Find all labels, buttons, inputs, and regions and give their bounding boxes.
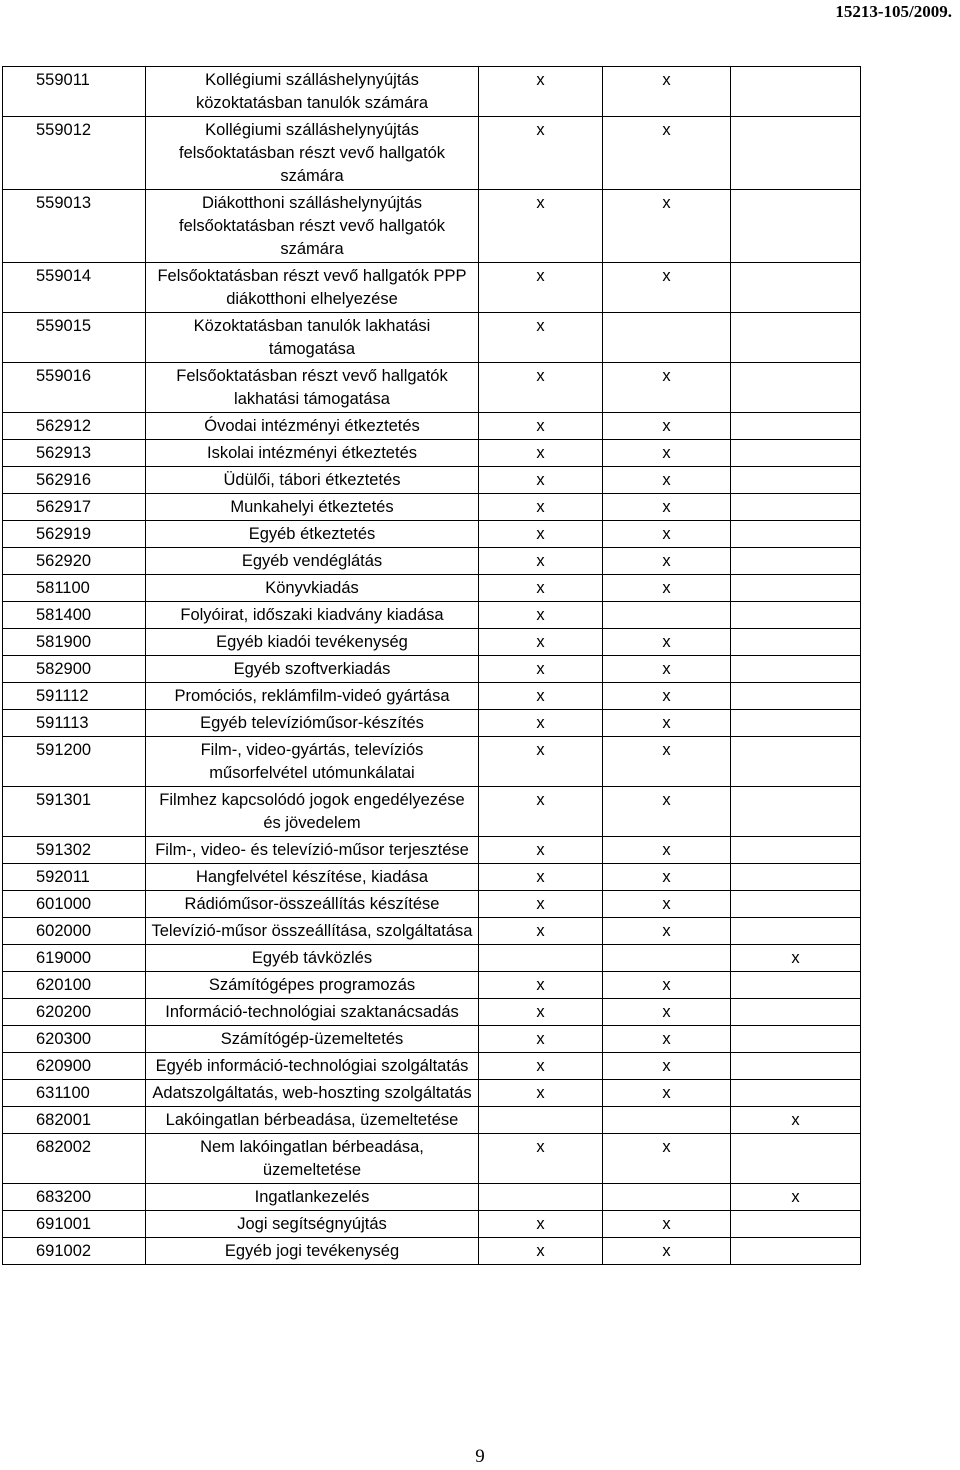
mark-cell-1: x: [479, 602, 603, 629]
activity-name-cell: Lakóingatlan bérbeadása, üzemeltetése: [146, 1107, 479, 1134]
mark-cell-2: x: [603, 1080, 731, 1107]
mark-cell-2: x: [603, 1026, 731, 1053]
table-row: [3, 263, 861, 313]
activity-name-cell: Óvodai intézményi étkeztetés: [146, 413, 479, 440]
activity-code-cell: 559016: [3, 363, 146, 413]
mark-cell-3: [731, 837, 861, 864]
activity-name-cell: Film-, video-gyártás, televíziós műsorfelvétel utómunkálatai: [146, 737, 479, 787]
mark-cell-1: x: [479, 575, 603, 602]
mark-cell-3: [731, 710, 861, 737]
mark-cell-2: x: [603, 891, 731, 918]
activity-name-cell: Kollégiumi szálláshelynyújtás közoktatásban tanulók számára: [146, 67, 479, 117]
activity-code-cell: 620900: [3, 1053, 146, 1080]
mark-cell-2: x: [603, 575, 731, 602]
activity-code-cell: 562913: [3, 440, 146, 467]
activity-name-cell: Munkahelyi étkeztetés: [146, 494, 479, 521]
mark-cell-1: x: [479, 683, 603, 710]
mark-cell-2: x: [603, 494, 731, 521]
activity-code-cell: 562920: [3, 548, 146, 575]
activity-code-cell: 559012: [3, 117, 146, 190]
mark-cell-3: [731, 737, 861, 787]
activity-code-cell: 591302: [3, 837, 146, 864]
activity-code-cell: 581900: [3, 629, 146, 656]
mark-cell-1: x: [479, 190, 603, 263]
mark-cell-1: x: [479, 837, 603, 864]
mark-cell-3: [731, 1134, 861, 1184]
table-row: [3, 67, 861, 117]
activity-name-cell: Ingatlankezelés: [146, 1184, 479, 1211]
mark-cell-3: [731, 440, 861, 467]
mark-cell-3: x: [731, 945, 861, 972]
mark-cell-1: x: [479, 737, 603, 787]
activity-code-cell: 562919: [3, 521, 146, 548]
mark-cell-2: x: [603, 413, 731, 440]
mark-cell-2: x: [603, 656, 731, 683]
mark-cell-2: x: [603, 837, 731, 864]
mark-cell-2: [603, 313, 731, 363]
activity-code-cell: 620200: [3, 999, 146, 1026]
activity-name-cell: Egyéb televízióműsor-készítés: [146, 710, 479, 737]
mark-cell-1: x: [479, 117, 603, 190]
mark-cell-3: [731, 494, 861, 521]
mark-cell-2: x: [603, 1238, 731, 1265]
mark-cell-2: x: [603, 972, 731, 999]
mark-cell-3: [731, 467, 861, 494]
table-row: [3, 494, 861, 521]
table-row: [3, 467, 861, 494]
table-row: [3, 683, 861, 710]
activity-code-cell: 601000: [3, 891, 146, 918]
mark-cell-1: x: [479, 710, 603, 737]
activity-name-cell: Egyéb távközlés: [146, 945, 479, 972]
mark-cell-1: x: [479, 67, 603, 117]
mark-cell-3: [731, 683, 861, 710]
mark-cell-2: x: [603, 737, 731, 787]
mark-cell-3: [731, 1211, 861, 1238]
activity-table-body: [3, 67, 861, 1265]
mark-cell-1: x: [479, 1080, 603, 1107]
mark-cell-3: [731, 548, 861, 575]
mark-cell-3: [731, 190, 861, 263]
table-row: [3, 1211, 861, 1238]
table-row: [3, 864, 861, 891]
activity-name-cell: Hangfelvétel készítése, kiadása: [146, 864, 479, 891]
activity-name-cell: Egyéb információ-technológiai szolgáltatás: [146, 1053, 479, 1080]
mark-cell-2: x: [603, 190, 731, 263]
mark-cell-1: x: [479, 263, 603, 313]
mark-cell-2: x: [603, 918, 731, 945]
mark-cell-2: x: [603, 1211, 731, 1238]
activity-name-cell: Felsőoktatásban részt vevő hallgatók lakhatási támogatása: [146, 363, 479, 413]
activity-name-cell: Adatszolgáltatás, web-hoszting szolgáltatás: [146, 1080, 479, 1107]
table-row: [3, 575, 861, 602]
mark-cell-1: x: [479, 864, 603, 891]
table-row: [3, 548, 861, 575]
mark-cell-1: x: [479, 548, 603, 575]
activity-name-cell: Jogi segítségnyújtás: [146, 1211, 479, 1238]
activity-name-cell: Iskolai intézményi étkeztetés: [146, 440, 479, 467]
mark-cell-3: [731, 413, 861, 440]
table-row: [3, 945, 861, 972]
activity-name-cell: Promóciós, reklámfilm-videó gyártása: [146, 683, 479, 710]
mark-cell-1: x: [479, 313, 603, 363]
activity-code-cell: 591113: [3, 710, 146, 737]
mark-cell-3: [731, 656, 861, 683]
activity-name-cell: Számítógép-üzemeltetés: [146, 1026, 479, 1053]
activity-name-cell: Nem lakóingatlan bérbeadása, üzemeltetése: [146, 1134, 479, 1184]
activity-code-cell: 619000: [3, 945, 146, 972]
activity-name-cell: Diákotthoni szálláshelynyújtás felsőoktatásban részt vevő hallgatók számára: [146, 190, 479, 263]
mark-cell-1: x: [479, 1053, 603, 1080]
mark-cell-1: [479, 945, 603, 972]
mark-cell-1: [479, 1107, 603, 1134]
mark-cell-1: x: [479, 440, 603, 467]
activity-code-cell: 602000: [3, 918, 146, 945]
mark-cell-2: x: [603, 263, 731, 313]
table-row: [3, 972, 861, 999]
mark-cell-3: [731, 972, 861, 999]
table-row: [3, 602, 861, 629]
mark-cell-2: x: [603, 787, 731, 837]
mark-cell-2: x: [603, 864, 731, 891]
mark-cell-2: x: [603, 1134, 731, 1184]
activity-name-cell: Egyéb szoftverkiadás: [146, 656, 479, 683]
mark-cell-3: [731, 67, 861, 117]
page-number: 9: [475, 1446, 485, 1467]
activity-code-cell: 682002: [3, 1134, 146, 1184]
activity-name-cell: Információ-technológiai szaktanácsadás: [146, 999, 479, 1026]
activity-code-cell: 591301: [3, 787, 146, 837]
mark-cell-2: x: [603, 548, 731, 575]
table-row: [3, 737, 861, 787]
activity-name-cell: Felsőoktatásban részt vevő hallgatók PPP diákotthoni elhelyezése: [146, 263, 479, 313]
table-row: [3, 1080, 861, 1107]
activity-name-cell: Rádióműsor-összeállítás készítése: [146, 891, 479, 918]
activity-code-cell: 559015: [3, 313, 146, 363]
activity-code-cell: 691002: [3, 1238, 146, 1265]
table-row: [3, 1184, 861, 1211]
activity-code-cell: 591200: [3, 737, 146, 787]
table-row: [3, 1026, 861, 1053]
mark-cell-1: x: [479, 1026, 603, 1053]
mark-cell-2: x: [603, 629, 731, 656]
activity-name-cell: Kollégiumi szálláshelynyújtás felsőoktatásban részt vevő hallgatók számára: [146, 117, 479, 190]
activity-name-cell: Üdülői, tábori étkeztetés: [146, 467, 479, 494]
table-row: [3, 710, 861, 737]
activity-code-cell: 559014: [3, 263, 146, 313]
activity-code-cell: 562917: [3, 494, 146, 521]
activity-name-cell: Egyéb vendéglátás: [146, 548, 479, 575]
mark-cell-3: [731, 521, 861, 548]
activity-name-cell: Közoktatásban tanulók lakhatási támogatása: [146, 313, 479, 363]
mark-cell-1: x: [479, 413, 603, 440]
activity-name-cell: Film-, video- és televízió-műsor terjesztése: [146, 837, 479, 864]
activity-name-cell: Filmhez kapcsolódó jogok engedélyezése és jövedelem: [146, 787, 479, 837]
mark-cell-2: x: [603, 999, 731, 1026]
mark-cell-1: x: [479, 521, 603, 548]
mark-cell-1: x: [479, 494, 603, 521]
table-row: [3, 629, 861, 656]
table-row: [3, 363, 861, 413]
mark-cell-2: x: [603, 683, 731, 710]
mark-cell-3: [731, 313, 861, 363]
activity-name-cell: Számítógépes programozás: [146, 972, 479, 999]
mark-cell-3: [731, 263, 861, 313]
activity-name-cell: Egyéb étkeztetés: [146, 521, 479, 548]
document-id: 15213-105/2009.: [835, 2, 952, 21]
mark-cell-3: [731, 629, 861, 656]
mark-cell-1: x: [479, 656, 603, 683]
table-row: [3, 918, 861, 945]
mark-cell-2: x: [603, 117, 731, 190]
mark-cell-1: [479, 1184, 603, 1211]
mark-cell-3: [731, 602, 861, 629]
activity-code-cell: 683200: [3, 1184, 146, 1211]
mark-cell-2: [603, 602, 731, 629]
mark-cell-3: [731, 117, 861, 190]
table-row: [3, 999, 861, 1026]
mark-cell-3: [731, 363, 861, 413]
activity-name-cell: Folyóirat, időszaki kiadvány kiadása: [146, 602, 479, 629]
mark-cell-3: x: [731, 1107, 861, 1134]
table-row: [3, 521, 861, 548]
mark-cell-2: x: [603, 467, 731, 494]
activity-code-cell: 562912: [3, 413, 146, 440]
table-row: [3, 1134, 861, 1184]
mark-cell-1: x: [479, 1134, 603, 1184]
table-row: [3, 440, 861, 467]
table-row: [3, 413, 861, 440]
mark-cell-3: [731, 1238, 861, 1265]
activity-name-cell: Könyvkiadás: [146, 575, 479, 602]
activity-name-cell: Egyéb kiadói tevékenység: [146, 629, 479, 656]
activity-code-cell: 582900: [3, 656, 146, 683]
activity-code-cell: 620100: [3, 972, 146, 999]
table-row: [3, 190, 861, 263]
mark-cell-3: [731, 575, 861, 602]
mark-cell-3: [731, 1080, 861, 1107]
mark-cell-1: x: [479, 1238, 603, 1265]
table-row: [3, 656, 861, 683]
activity-code-cell: 581400: [3, 602, 146, 629]
table-row: [3, 787, 861, 837]
table-row: [3, 837, 861, 864]
table-row: [3, 117, 861, 190]
activity-code-cell: 581100: [3, 575, 146, 602]
mark-cell-2: [603, 1107, 731, 1134]
mark-cell-3: [731, 864, 861, 891]
mark-cell-3: [731, 1026, 861, 1053]
mark-cell-3: [731, 1053, 861, 1080]
activity-code-cell: 562916: [3, 467, 146, 494]
mark-cell-3: [731, 999, 861, 1026]
mark-cell-1: x: [479, 972, 603, 999]
mark-cell-1: x: [479, 891, 603, 918]
mark-cell-2: [603, 945, 731, 972]
table-row: [3, 1238, 861, 1265]
mark-cell-3: [731, 918, 861, 945]
mark-cell-1: x: [479, 1211, 603, 1238]
mark-cell-2: x: [603, 710, 731, 737]
activity-name-cell: Televízió-műsor összeállítása, szolgáltatása: [146, 918, 479, 945]
activity-code-cell: 591112: [3, 683, 146, 710]
activity-table: [2, 66, 861, 1265]
table-row: [3, 1107, 861, 1134]
activity-code-cell: 559013: [3, 190, 146, 263]
mark-cell-3: x: [731, 1184, 861, 1211]
table-row: [3, 891, 861, 918]
mark-cell-1: x: [479, 999, 603, 1026]
table-row: [3, 313, 861, 363]
activity-code-cell: 682001: [3, 1107, 146, 1134]
activity-code-cell: 691001: [3, 1211, 146, 1238]
activity-code-cell: 559011: [3, 67, 146, 117]
mark-cell-1: x: [479, 363, 603, 413]
activity-code-cell: 631100: [3, 1080, 146, 1107]
mark-cell-2: [603, 1184, 731, 1211]
activity-code-cell: 592011: [3, 864, 146, 891]
activity-name-cell: Egyéb jogi tevékenység: [146, 1238, 479, 1265]
mark-cell-2: x: [603, 440, 731, 467]
activity-code-cell: 620300: [3, 1026, 146, 1053]
mark-cell-1: x: [479, 787, 603, 837]
mark-cell-2: x: [603, 1053, 731, 1080]
table-row: [3, 1053, 861, 1080]
mark-cell-3: [731, 787, 861, 837]
mark-cell-1: x: [479, 467, 603, 494]
mark-cell-2: x: [603, 67, 731, 117]
mark-cell-3: [731, 891, 861, 918]
mark-cell-1: x: [479, 918, 603, 945]
mark-cell-1: x: [479, 629, 603, 656]
mark-cell-2: x: [603, 363, 731, 413]
mark-cell-2: x: [603, 521, 731, 548]
